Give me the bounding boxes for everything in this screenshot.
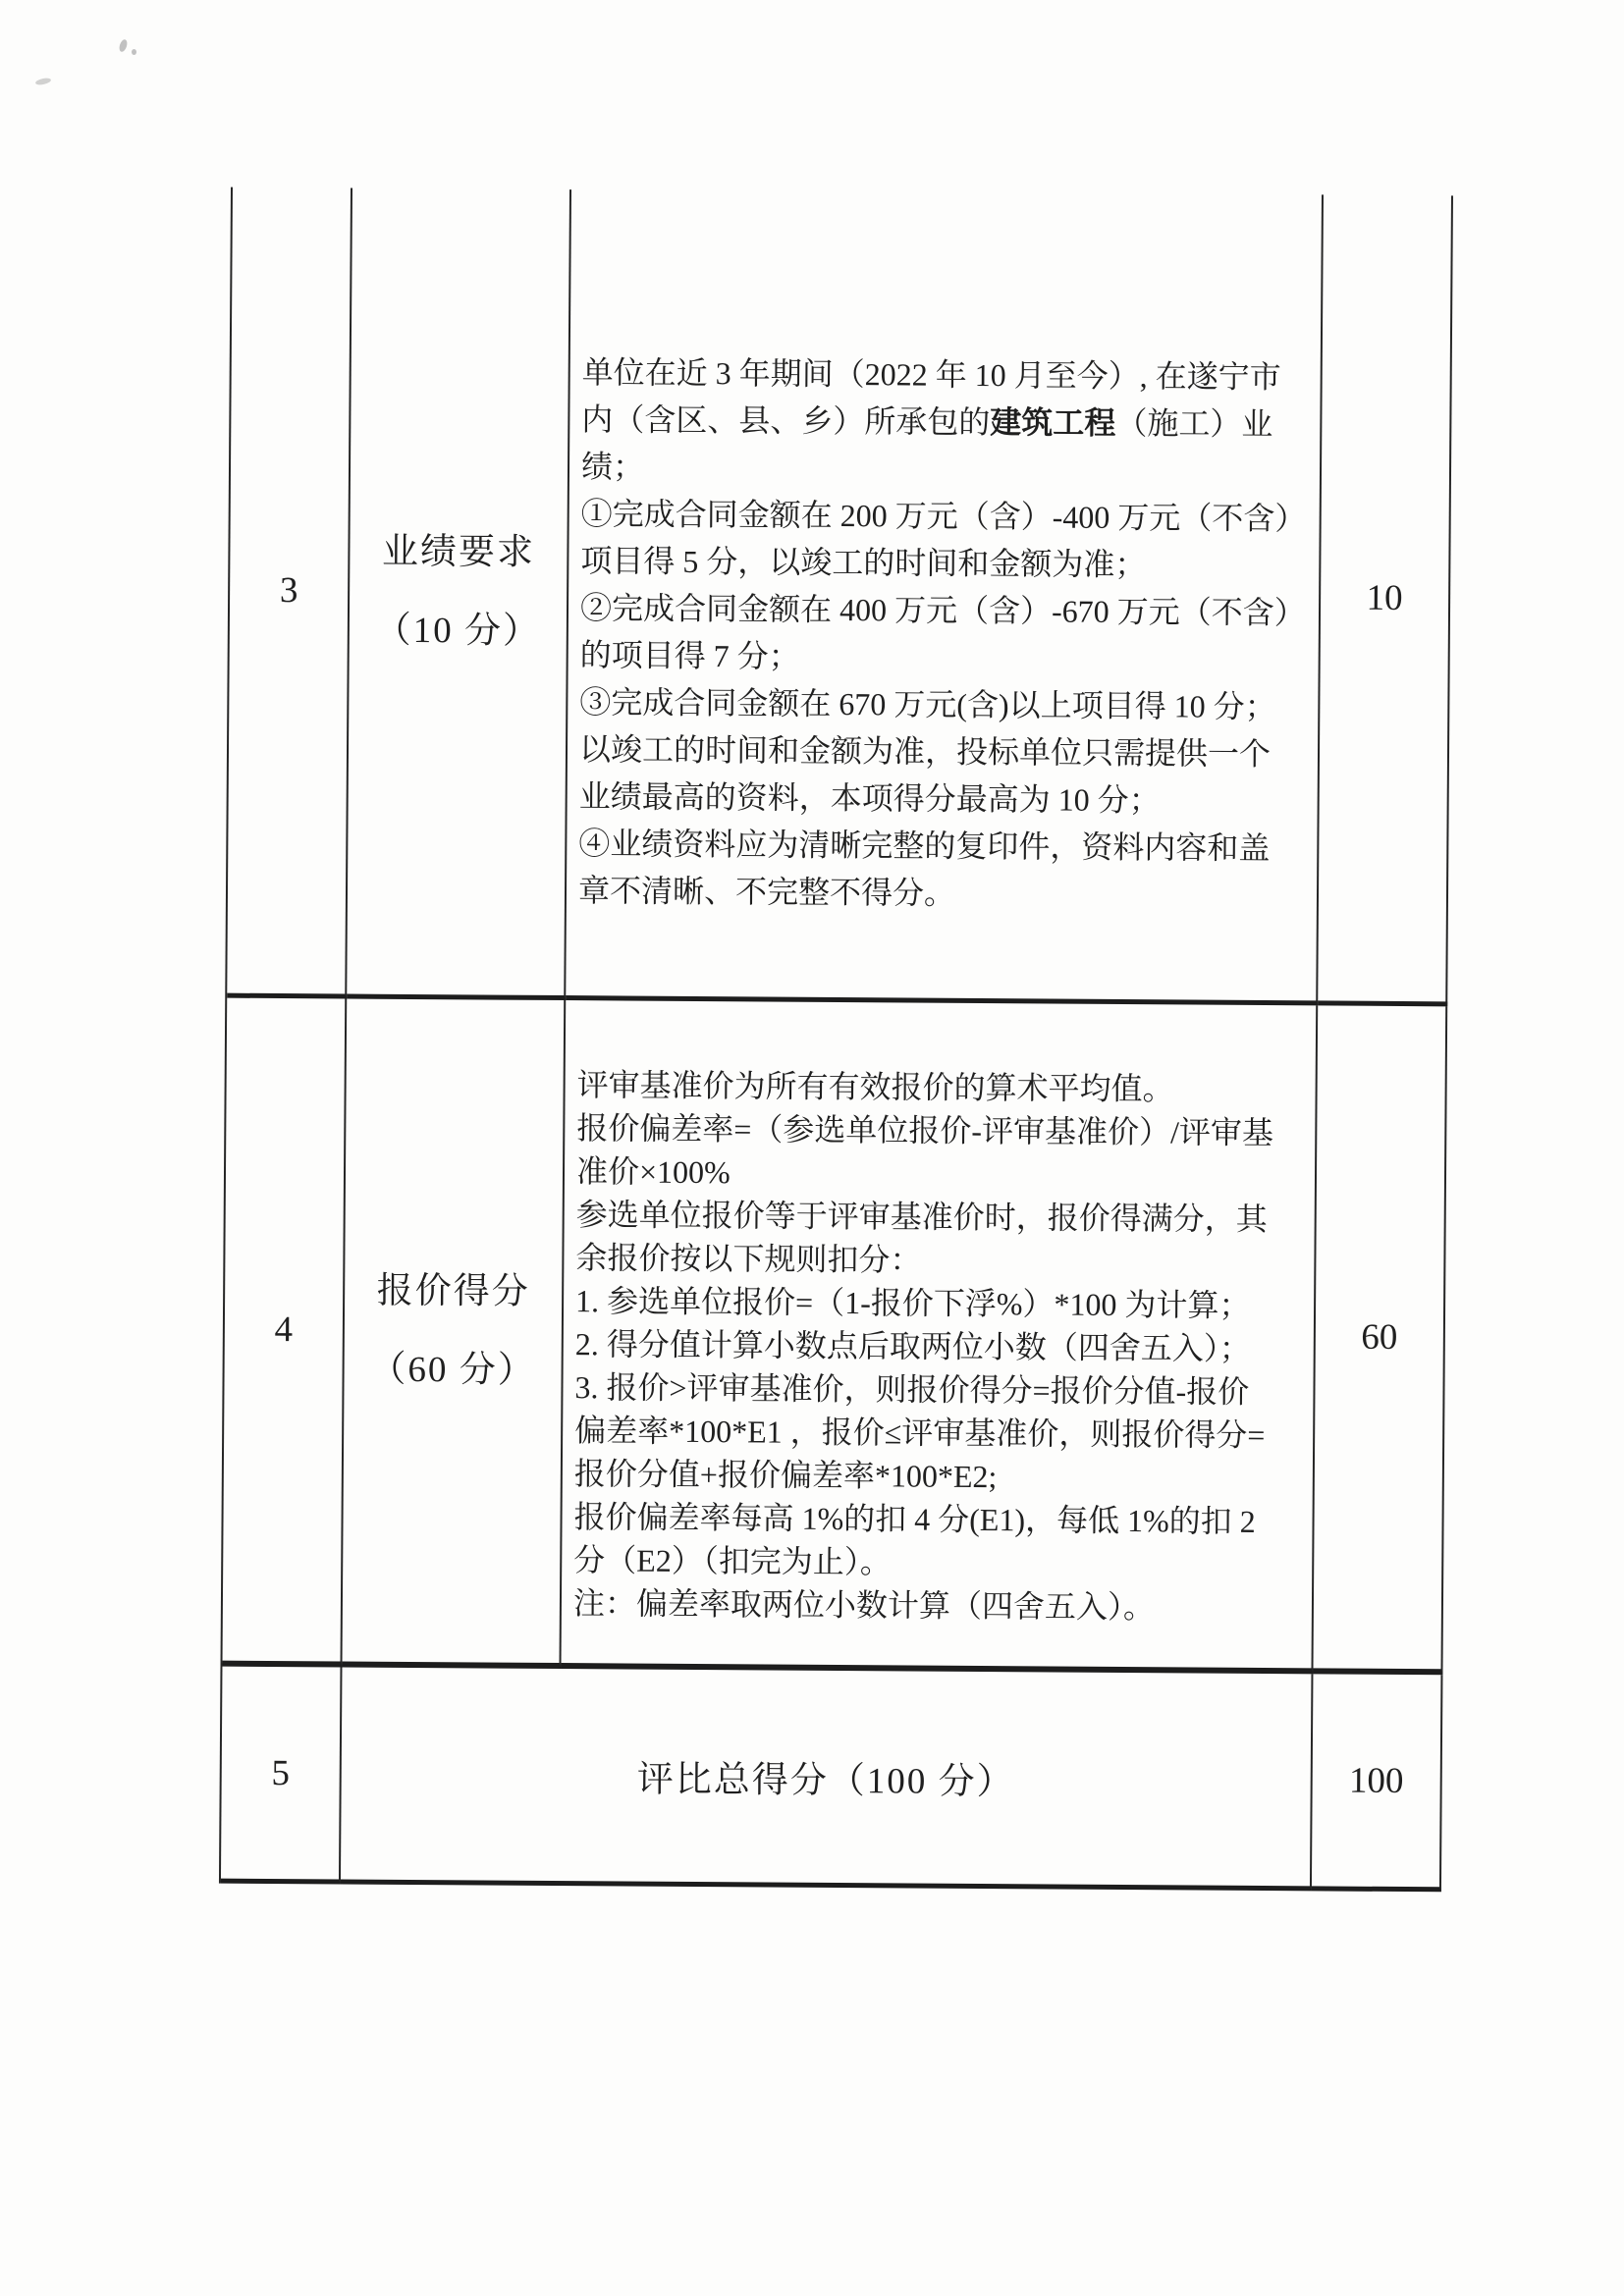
row-3-criteria: [566, 189, 1324, 1005]
row-3-criteria-bold-text: 建筑工程: [990, 404, 1116, 441]
row-3-category-name: 业绩要求: [381, 531, 536, 573]
row-5-score: 100: [1312, 1674, 1443, 1892]
row-3-score: 10: [1318, 194, 1453, 1006]
row-4-category-name: 报价得分: [376, 1270, 530, 1312]
row-5-number: 5: [221, 1667, 343, 1885]
scan-artifact: [118, 38, 129, 53]
row-3-number: 3: [227, 187, 352, 999]
row-3-category-points: （10 分）: [374, 610, 542, 652]
scan-artifact: [132, 49, 136, 55]
row-3-category: [347, 188, 571, 1001]
evaluation-criteria-table: [219, 187, 1453, 1893]
row-4-criteria: 评审基准价为所有有效报价的算术平均值。 报价偏差率=（参选单位报价-评审基准价）/评审基 准价×100% 参选单位报价等于评审基准价时，报价得满分，其 余报价按以下规则扣分： 1. 参选单位报价=（1-报价下浮%）*100 为计算； 2. 得分值计算小数点后取两位小数（四舍五入）； 3. 报价>评审基准价，则报价得分=报价分值-报价 偏差率*100*E1 ，报价≤评审基准价，则报价得分= 报价分值+报价偏差率*100*E2; 报价偏差率每高 1%的扣 4 分(E1)，每低 1%的扣 2 分（E2）（扣完为止）。 注：偏差率取两位小数计算（四舍五入）。: [561, 1000, 1318, 1674]
row-4-category: [342, 998, 566, 1669]
scan-artifact: [35, 77, 52, 85]
row-4-score: 60: [1313, 1005, 1447, 1675]
row-4-category-points: （60 分）: [369, 1349, 536, 1391]
row-5-total-label: 评比总得分（100 分）: [341, 1667, 1314, 1891]
row-3-criteria-text: 单位在近 3 年期间（2022 年 10 月至今）, 在遂宁市 内（含区、县、乡）所承包的: [581, 354, 1281, 441]
row-4-number: 4: [222, 998, 347, 1668]
row-3-criteria-text: （施工）业 绩； ①完成合同金额在 200 万元（含）-400 万元（不含） 项目得 5 分，以竣工的时间和金额为准； ②完成合同金额在 400 万元（含）-670 万元（不含） 的项目得 7 分； ③完成合同金额在 670 万元(含)以上项目得 10 分； 以竣工的时间和金额为准，投标单位只需提供一个 业绩最高的资料，本项得分最高为 10 分； ④业绩资料应为清晰完整的复印件，资料内容和盖 章不清晰、不完整不得分。: [577, 404, 1307, 911]
